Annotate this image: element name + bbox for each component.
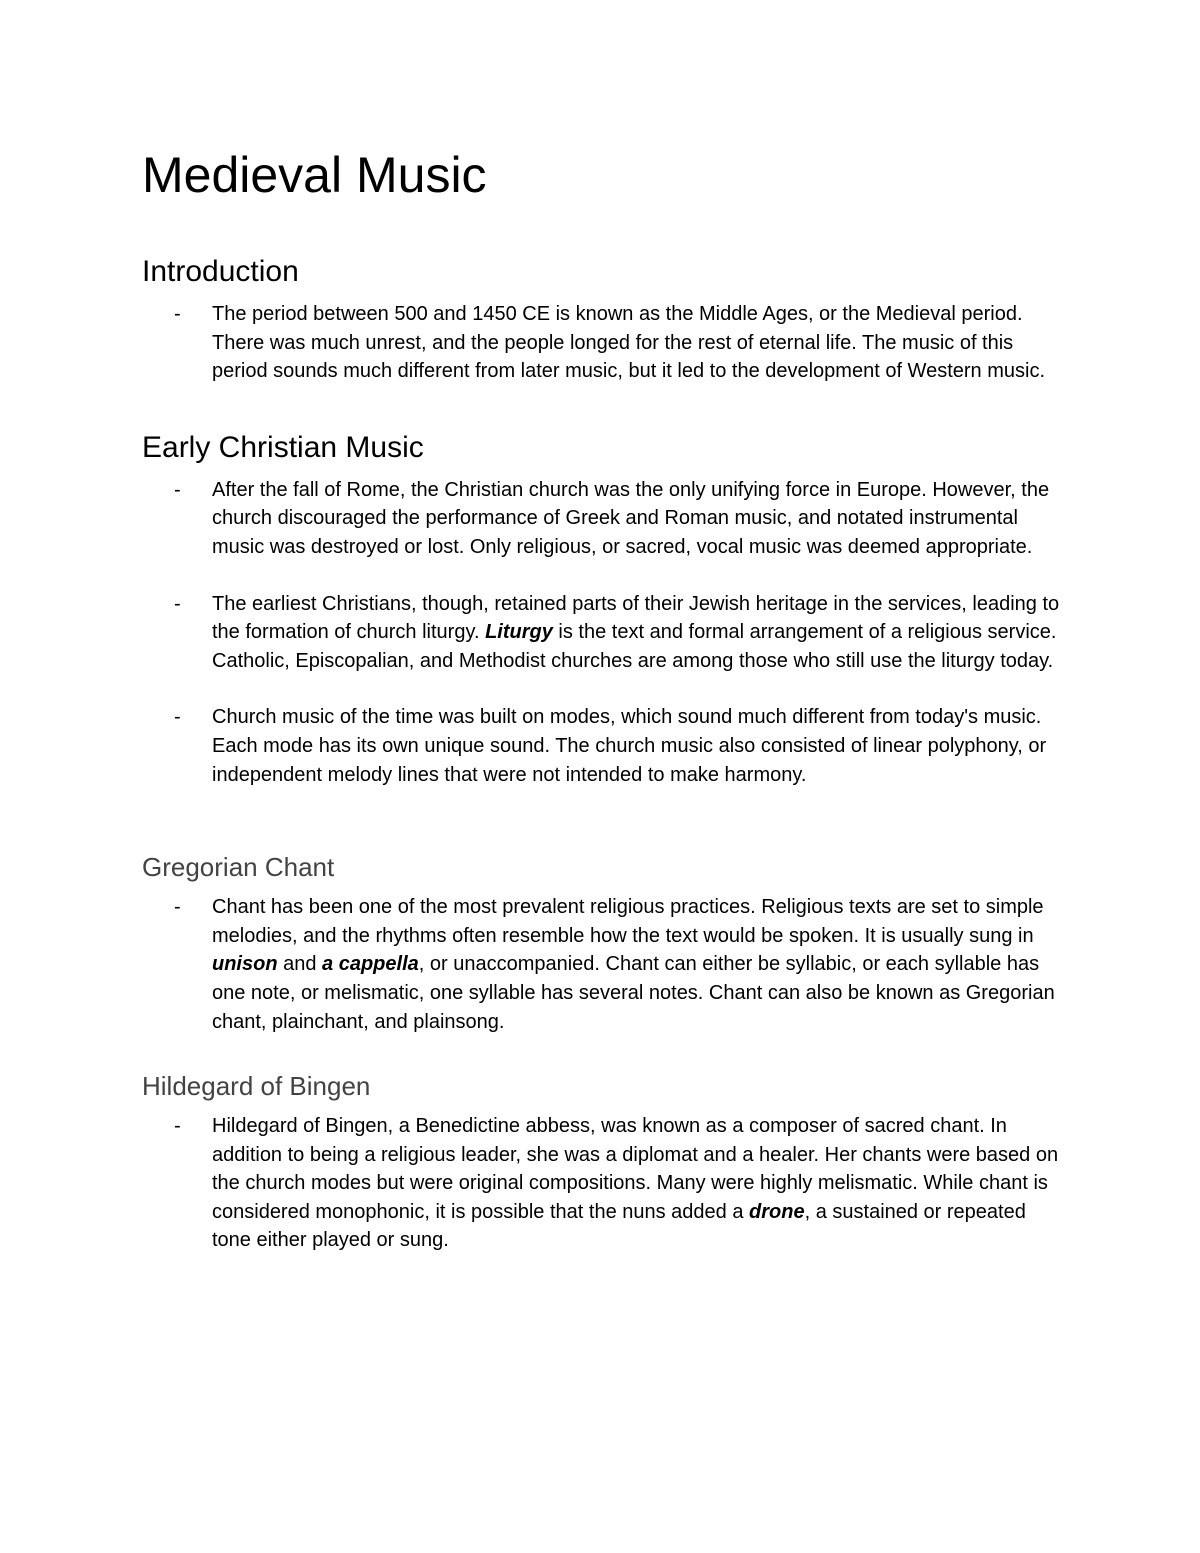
introduction-list xyxy=(142,300,1070,386)
bullet-dash: - xyxy=(174,1115,181,1138)
list-item-text: The period between 500 and 1450 CE is known as the Middle Ages, or the Medieval period. There was much unrest, and the people longed for the rest of eternal life. The music of this period sounds much different from later music, but it led to the development of Western music. xyxy=(212,303,1045,383)
term-a-cappella: a cappella xyxy=(322,953,419,976)
bullet-dash: - xyxy=(174,478,181,501)
list-item-text: The earliest Christians, though, retained parts of their Jewish heritage in the services, leading to the formation of church liturgy. xyxy=(212,592,1060,644)
list-item-text: Church music of the time was built on modes, which sound much different from today's music. Each mode has its own unique sound. The church music also consisted of linear polyphony, or independent melody lines that were not intended to make harmony. xyxy=(212,706,1047,786)
list-item xyxy=(142,590,1067,676)
section-heading-gregorian-chant: Gregorian Chant xyxy=(142,852,335,883)
section-heading-early-christian-music: Early Christian Music xyxy=(142,430,424,464)
list-item-text: , or unaccompanied. Chant can either be syllabic, or each syllable has one note, or melismatic, one syllable has several notes. Chant can also be known as Gregorian chant, plainchant, and plainsong. xyxy=(212,953,1055,1033)
list-item-text: Hildegard of Bingen, a Benedictine abbess, was known as a composer of sacred chant. In addition to being a religious leader, she was a diplomat and a healer. Her chants were based on the church modes but were original compositions. Many were highly melismatic. While chant is considered monophonic, it is possible that the nuns added a xyxy=(212,1115,1059,1223)
list-item xyxy=(142,703,1067,789)
term-unison: unison xyxy=(212,953,278,976)
hildegard-list xyxy=(142,1112,1070,1255)
early-christian-music-list xyxy=(142,476,1070,789)
term-drone: drone xyxy=(749,1200,805,1223)
list-item-text: is the text and formal arrangement of a religious service. Catholic, Episcopalian, and Methodist churches are among those who still use the liturgy today. xyxy=(212,621,1057,672)
list-item-text: and xyxy=(277,953,323,976)
section-heading-introduction: Introduction xyxy=(142,255,299,288)
list-item-text: , a sustained or repeated tone either played or sung. xyxy=(212,1200,1026,1252)
section-heading-hildegard-of-bingen: Hildegard of Bingen xyxy=(142,1071,371,1102)
list-item-text: After the fall of Rome, the Christian church was the only unifying force in Europe. However, the church discouraged the performance of Greek and Roman music, and notated instrumental music was destroyed or lost. Only religious, or sacred, vocal music was deemed appropriate. xyxy=(212,478,1050,558)
bullet-dash: - xyxy=(174,592,181,615)
bullet-dash: - xyxy=(174,706,181,729)
list-item-text: Chant has been one of the most prevalent religious practices. Religious texts are set to simple melodies, and the rhythms often resemble how the text would be spoken. It is usually sung in xyxy=(212,896,1044,947)
list-item xyxy=(142,476,1067,562)
bullet-dash: - xyxy=(174,896,181,919)
gregorian-chant-list xyxy=(142,893,1070,1036)
document-title: Medieval Music xyxy=(142,147,487,203)
list-item xyxy=(142,893,1067,1036)
list-item xyxy=(142,300,1067,386)
bullet-dash: - xyxy=(174,303,181,325)
list-item xyxy=(142,1112,1067,1255)
term-liturgy: Liturgy xyxy=(485,621,553,644)
